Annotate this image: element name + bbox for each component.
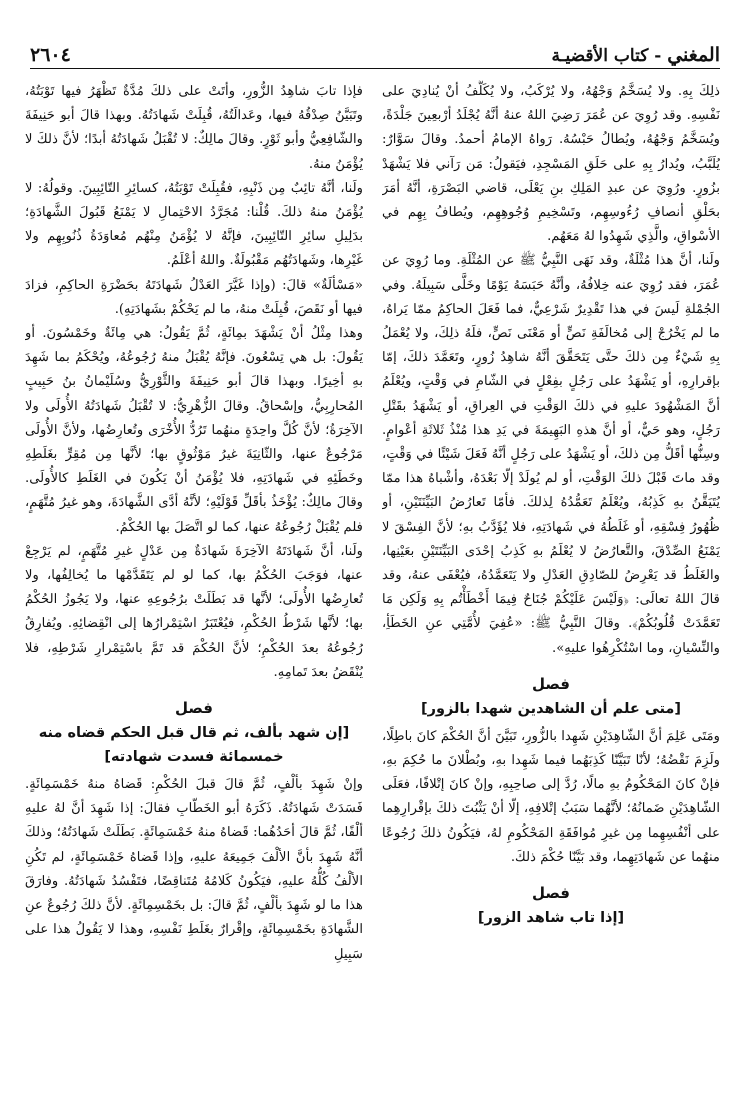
section-title [25,721,363,769]
left-text-column [25,80,363,1080]
running-title [551,44,720,66]
paragraph: ولَنا، أنَّ هذا مُثْلَةٌ، وقد نَهَى النَّبِيُّ ﷺ عن المُثْلَةِ. وما رُوِيَ عن عُمَرَ، فقد رُوِيَ عنه خِلافُهُ، وأنَّهُ حَبَسَهُ يَوْمًا وخَلَّى سَبِيلَهُ. وفي الجُمْلةِ لَيسَ في هذا تَقْدِيرٌ شَرْعِيٌّ، فما فَعَلَ الحاكِمُ ممّا يَراهُ، ما لم يَخْرُجْ إلى مُخالَفَةِ نَصٍّ أو مَعْنَى نَصٍّ، فلَهُ ذلِكَ، ولا يُعْمَلُ بِهِ شَيْءٌ مِن ذلكَ حتَّى يَتَحَقَّقَ أنَّهُ شاهِدُ زُورٍ، وتَعَمَّدَ ذلكَ، إمّا بإقرارِهِ، أو يَشْهَدُ على رَجُلٍ بفِعْلٍ في الشّامِ في وَقْتٍ، ويُعْلَمُ أنَّ المَشْهُودَ عليهِ في ذلكَ الوَقْتِ في العِراقِ، أو يَشْهَدُ بقَتْلِ رَجُلٍ، وهو حَيٌّ، أو أنَّ هذهِ البَهِيمَةَ في يَدِ هذا مُنْذُ ثَلاثَةِ أعْوامٍ. وسِنُّها أقَلُّ مِن ذلكَ، أو يَشْهَدُ على رَجُلٍ أنَّهُ فَعَلَ شَيْئًا في وَقْتٍ، وقد ماتَ قَبْلَ ذلكَ الوَقْتِ، أو لم يُولَدْ إلّا بَعْدَهُ، وأشْباهُ هذا ممّا يُتَيَقَّنُ بهِ كَذِبُهُ، ويُعْلَمُ تَعَمُّدُهُ لِذلكَ. فأمّا تَعارُضُ البَيِّنَتَيْنِ، أو ظُهُورُ فِسْقِهِ، أو غَلَطُهُ في شَهادَتِهِ، فلا يُؤَدَّبُ بهِ؛ لأنَّ الفِسْقَ لا يَمْنَعُ الصِّدْقَ، والتَّعارُضُ لا يُعْلَمُ بهِ كَذِبُ إحْدَى البَيِّنَتَيْنِ بعَيْنِها، والغَلَطُ قد يَعْرِضُ للصّادِقِ العَدْلِ ولا يَتَعَمَّدُهُ، فيُعْفَى عنهُ، وقد قالَ اللهُ تعالَى: ﴿وَلَيْسَ عَلَيْكُمْ جُنَاحٌ فِيمَا أَخْطَأْتُم بِهِ وَلَكِن مَا تَعَمَّدَتْ قُلُوبُكُمْ﴾. وقالَ النَّبِيُّ ﷺ: «عُفِيَ لأُمَّتِي عنِ الخَطَأِ، والنِّسْيانِ، وما اسْتُكْرِهُوا عليهِ». [382,253,720,656]
paragraph: ولَنا، أنَّ شَهادَتَهُ الآخِرَةَ شَهادَةٌ مِن عَدْلٍ غيرِ مُتَّهَمٍ، لم يَرْجِعْ عنها، فوَجَبَ الحُكْمُ بها، كما لو لم يَتَقَدَّمْها ما يُخالِفُها، ولا تُعارِضُها الأُولَى؛ لأنَّها قد بَطَلَتْ برُجُوعِهِ عنها، ولا يَجُوزُ الحُكْمُ بها؛ لأنَّها شَرْطُ الحُكْمِ، فيُعْتَبَرُ اسْتِمْرارُها إلى انْقِضائِهِ. ويُفارِقُ رُجُوعُهُ بعدَ الحُكْمِ؛ لأنَّ الحُكْمَ قد تَمَّ باسْتِمْرارِ شَرْطِهِ، فلا يُنْقَضُ بعدَ تَمامِهِ. [25,543,363,680]
book-name: المغني [667,44,720,66]
paragraph: «مَسْألَةٌ» قالَ: (وإذا غَيَّرَ العَدْلُ شَهادَتَهُ بحَضْرَةِ الحاكِمِ، فزادَ فيها أو نَقَصَ، قُبِلَتْ منهُ، ما لم يَحْكُمْ بشَهادَتِهِ). [25,277,363,317]
right-text-column [382,80,720,1080]
title-separator: - [648,46,668,66]
section-title-line: [إن شهد بألف، ثم قال قبل الحكم قضاه منه [38,725,350,742]
section-label: فصل [532,884,570,903]
chapter-name: كتاب الأقضيـة [551,46,649,66]
section-title: [إذا تاب شاهد الزور] [477,910,625,927]
paragraph: وإنْ شَهِدَ بألْفٍ، ثُمَّ قالَ قبلَ الحُكْمِ: قَضاهُ منهُ خَمْسَمِائَةٍ. فَسَدَتْ شَهادَتُهُ. ذَكَرَهُ أبو الخَطّابِ فقالَ: إذا شَهِدَ أنَّ لهُ عليهِ ألْفًا، ثُمَّ قالَ أحَدُهُما: قَضاهُ منهُ خَمْسَمِائَةٍ. بَطَلَتْ شَهادَتُهُ؛ وذلكَ أنَّهُ شَهِدَ بأنَّ الألْفَ جَمِيعَهُ عليهِ، وإذا قَضاهُ خَمْسَمِائَةٍ، لم تَكُنِ الألْفُ كُلُّهُ عليهِ، فيَكُونُ كَلامُهُ مُتَناقِضًا، فتَفْسُدُ شَهادَتُهُ. وفارَقَ هذا ما لو شَهِدَ بألْفٍ، ثُمَّ قالَ: بل بخَمْسِمِائَةٍ. لأنَّ ذلكَ رُجُوعٌ عنِ الشَّهادَةِ بخَمْسِمِائَةٍ، وإقْرارٌ بغَلَطِ نَفْسِهِ، وهذا لا يَقُولُ هذا على سَبِيلِ [25,777,363,962]
section-title-line: خمسمائة فسدت شهادته] [104,749,284,766]
paragraph: فإذا تابَ شاهِدُ الزُّورِ، وأتَتْ على ذلكَ مُدَّةٌ تَظْهَرُ فيها تَوْبَتُهُ، وتَبَيَّنُ صِدْقُهُ فيها، وعَدالَتُهُ، قُبِلَتْ شَهادَتُهُ. وبهذا قالَ أبو حَنِيفَةَ والشّافِعِيُّ وأبو ثَوْرٍ. وقالَ مالِكٌ: لا تُقْبَلُ شَهادَتُهُ أبدًا؛ لأنَّ ذلكَ لا يُؤْمَنُ منهُ. [25,84,363,172]
page-number: ٢٦٠٤ [30,44,71,66]
paragraph: وهذا مِثْلُ أنْ يَشْهَدَ بمِائَةٍ، ثُمَّ يَقُولُ: هي مِائَةٌ وخَمْسُونَ. أو يَقُولَ: بل هي تِسْعُونَ. فإنَّهُ يُقْبَلُ منهُ رُجُوعُهُ، ويُحْكَمُ بما شَهِدَ بهِ أخِيرًا. وبهذا قالَ أبو حَنِيفَةَ والثَّوْرِيُّ وسُلَيْمانُ بنُ حَبِيبٍ المُحارِبِيُّ، وإسْحاقُ. وقالَ الزُّهْرِيُّ: لا تُقْبَلُ شَهادَتُهُ الأُولَى ولا الآخِرَةُ؛ لأنَّ كُلَّ واحِدَةٍ منهُما تَرُدُّ الأُخْرَى وتُعارِضُها، ولأنَّ الأُولَى مَرْجُوعٌ عنها، والثّانِيَةَ غيرُ مَوْثُوقٍ بها؛ لأنَّها مِن مُقِرٍّ بغَلَطِهِ وخَطَئِهِ في شَهادَتِهِ، فلا يُؤْمَنُ أنْ يَكُونَ في الغَلَطِ كالأُولَى. وقالَ مالِكٌ: يُؤْخَذُ بأقَلِّ قَوْلَيْهِ؛ لأنَّهُ أدَّى الشَّهادَةَ، وهو غيرُ مُتَّهَمٍ، فلم يُقْبَلْ رُجُوعُهُ عنها، كما لو اتَّصَلَ بها الحُكْمُ. [25,326,363,535]
section-label: فصل [532,674,570,693]
paragraph: ذلِكَ بِهِ. ولا يُسَخَّمُ وَجْهُهُ، ولا يُرْكَبُ، ولا يُكَلَّفُ أنْ يُنادِيَ على نَفْسِهِ. وقد رُوِيَ عن عُمَرَ رَضِيَ اللهُ عنهُ أنَّهُ يُجْلَدُ أرْبعِينَ جَلْدَةً، ويُسَخَّمُ وَجْهُهُ، ويُطالُ حَبْسُهُ. رَواهُ الإمامُ أحمدُ. وقالَ سَوَّارٌ: يُلَبَّبُ، ويُدارُ بِهِ على حَلَقِ المَسْجِدِ، فيَقولُ: مَن رَآني فلا يَشْهَدْ بزُورٍ. ورُوِيَ عن عبدِ المَلِكِ بنِ يَعْلَى، قاضي البَصْرَةِ، أنَّهُ أمَرَ بحَلْقِ أنصافِ رُءُوسِهِم، وتَسْخِيمِ وُجُوهِهِم، ويُطافُ بِهِم في الأسْواقِ، والَّذِي شَهِدُوا لهُ مَعَهُم. [382,84,720,245]
paragraph: ولَنا، أنَّهُ تائِبٌ مِن ذَنْبِهِ، فقُبِلَتْ تَوْبَتُهُ، كسائِرِ التّائِبِينَ. وقولُهُ: لا يُؤْمَنُ منهُ ذلكَ. قُلْنا: مُجَرَّدُ الاحْتِمالِ لا يَمْنَعُ قَبُولَ الشَّهادَةِ؛ بدَلِيلِ سائِرِ التّائِبِينَ، فإنَّهُ لا يُؤْمَنُ مِنْهُم مُعاوَدَةُ ذُنُوبِهِم ولا غَيْرِها، وشَهادَتُهُم مَقْبُولَةٌ. واللهُ أعْلَمُ. [25,180,363,269]
section-title: [متى علم أن الشاهدين شهدا بالزور] [420,700,682,717]
page-header [30,42,720,69]
section-label: فصل [175,699,213,718]
paragraph: ومَتَى عَلِمَ أنَّ الشّاهِدَيْنِ شَهِدا بالزُّورِ، تَبَيَّنَ أنَّ الحُكْمَ كانَ باطِلًا، ولَزِمَ نَقْضُهُ؛ لأنّا تَبَيَّنّا كَذِبَهُما فيما شَهِدا بهِ، وبُطْلانَ ما حُكِمَ بهِ، فإنْ كانَ المَحْكُومُ بهِ مالًا، رُدَّ إلى صاحِبِهِ، وإنْ كانَ إتْلافًا، فعَلَى الشّاهِدَيْنِ ضَمانُهُ؛ لأنَّهُما سَبَبُ إتْلافِهِ، إلّا أنْ يَثْبُتَ ذلكَ بإقْرارِهِما على أنْفُسِهِما مِن غيرِ مُوافَقَةِ المَحْكُومِ لهُ، فيَكُونُ ذلكَ رُجُوعًا منهُما عن شَهادَتِهِما، وقد بَيَّنّا حُكْمَ ذلكَ. [382,728,720,865]
